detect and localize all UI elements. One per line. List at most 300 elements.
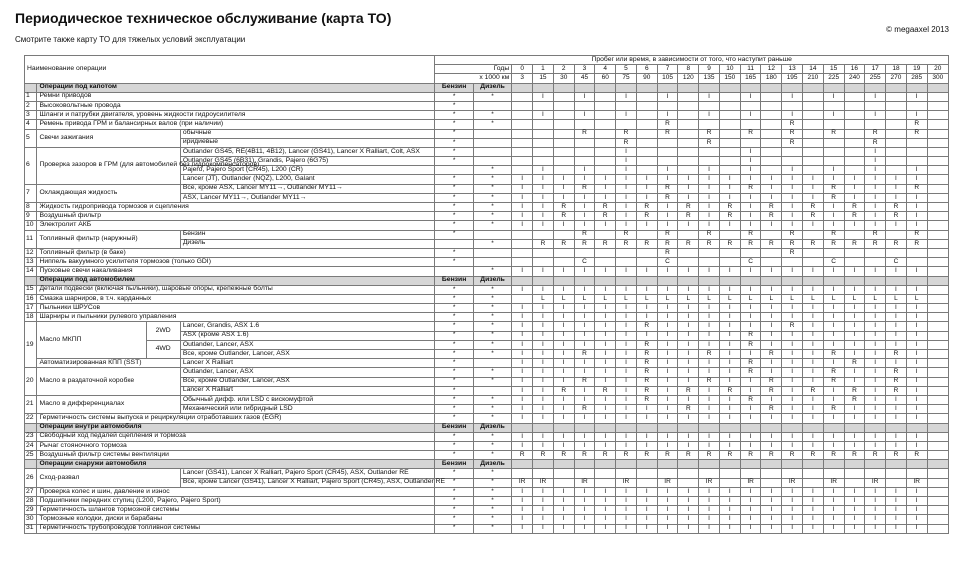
interval-cell [574, 120, 595, 129]
interval-cell: I [886, 193, 907, 202]
interval-cell [636, 120, 657, 129]
interval-cell: I [616, 386, 637, 395]
interval-cell: I [678, 175, 699, 184]
interval-cell: I [553, 395, 574, 404]
variant-label: Механический или гибридный LSD [180, 405, 435, 414]
interval-cell: I [595, 285, 616, 294]
fuel-cell: * [473, 221, 511, 230]
fuel-cell: * [435, 515, 473, 524]
operation-row [25, 524, 949, 533]
interval-cell: I [636, 221, 657, 230]
interval-cell: I [657, 212, 678, 221]
interval-cell [595, 101, 616, 110]
interval-cell: I [823, 414, 844, 423]
interval-cell: I [823, 395, 844, 404]
interval-cell [512, 120, 533, 129]
row-number: 11 [25, 230, 37, 248]
interval-cell [636, 248, 657, 257]
interval-cell [803, 248, 824, 257]
interval-cell [533, 138, 554, 147]
interval-cell: L [553, 294, 574, 303]
row-number: 5 [25, 129, 37, 147]
row-number: 31 [25, 524, 37, 533]
interval-cell: R [782, 129, 803, 138]
interval-cell: I [719, 267, 740, 276]
interval-cell: I [844, 340, 865, 349]
interval-cell: L [844, 294, 865, 303]
interval-cell: I [533, 386, 554, 395]
operation-label: Герметичность трубопроводов топливной системы [37, 524, 435, 533]
interval-cell: I [595, 184, 616, 193]
interval-cell: I [636, 267, 657, 276]
interval-cell: I [699, 331, 720, 340]
row-number: 23 [25, 432, 37, 441]
interval-cell: I [636, 285, 657, 294]
interval-cell: I [803, 524, 824, 533]
interval-cell: I [574, 221, 595, 230]
operation-label: Масло в дифференциалах [37, 395, 180, 413]
interval-cell: I [699, 184, 720, 193]
interval-cell: I [512, 340, 533, 349]
interval-cell [553, 92, 574, 101]
interval-cell [906, 101, 927, 110]
interval-cell: I [595, 193, 616, 202]
interval-cell: I [657, 414, 678, 423]
interval-cell [657, 101, 678, 110]
interval-cell [657, 138, 678, 147]
interval-cell: I [782, 212, 803, 221]
interval-cell: I [512, 414, 533, 423]
interval-cell: I [740, 285, 761, 294]
interval-cell: R [782, 120, 803, 129]
fuel-cell: * [473, 340, 511, 349]
interval-cell [719, 129, 740, 138]
interval-cell [844, 120, 865, 129]
interval-cell: I [782, 285, 803, 294]
interval-cell: I [699, 203, 720, 212]
interval-cell: I [761, 304, 782, 313]
interval-cell [906, 248, 927, 257]
interval-cell: I [533, 175, 554, 184]
year-cell: 14 [803, 65, 824, 74]
km-cell: 150 [719, 74, 740, 83]
interval-cell [927, 506, 948, 515]
fuel-cell: * [473, 377, 511, 386]
interval-cell [803, 101, 824, 110]
interval-cell: I [803, 515, 824, 524]
interval-cell [719, 138, 740, 147]
row-number: 10 [25, 221, 37, 230]
interval-cell [678, 92, 699, 101]
interval-cell: R [740, 451, 761, 460]
interval-cell [740, 101, 761, 110]
operation-label: Масло МКПП [37, 322, 146, 359]
interval-cell [553, 157, 574, 166]
interval-cell [886, 166, 907, 175]
interval-cell: R [906, 120, 927, 129]
interval-cell: I [678, 377, 699, 386]
interval-cell: L [740, 294, 761, 303]
interval-cell [636, 111, 657, 120]
interval-cell: R [844, 203, 865, 212]
interval-cell: I [782, 432, 803, 441]
interval-cell [699, 469, 720, 478]
interval-cell [636, 101, 657, 110]
interval-cell: R [678, 386, 699, 395]
interval-cell: R [553, 203, 574, 212]
interval-cell: I [533, 432, 554, 441]
interval-cell: I [636, 441, 657, 450]
fuel-cell: * [435, 368, 473, 377]
interval-cell [512, 294, 533, 303]
interval-cell: I [803, 331, 824, 340]
interval-cell [636, 138, 657, 147]
interval-cell: R [574, 129, 595, 138]
interval-cell: R [782, 248, 803, 257]
interval-cell: IR [865, 478, 886, 487]
interval-cell [844, 469, 865, 478]
interval-cell: I [865, 405, 886, 414]
interval-cell [553, 129, 574, 138]
heavy-conditions-link[interactable]: Смотрите также карту ТО для тяжелых условий эксплуатации [15, 35, 246, 44]
interval-cell [533, 469, 554, 478]
interval-cell: I [512, 359, 533, 368]
operation-row [25, 120, 949, 129]
interval-cell: I [595, 359, 616, 368]
interval-cell: I [636, 184, 657, 193]
interval-cell: I [616, 157, 637, 166]
interval-cell [906, 138, 927, 147]
interval-cell: R [803, 451, 824, 460]
interval-cell: I [657, 359, 678, 368]
km-cell: 45 [574, 74, 595, 83]
interval-cell: R [906, 129, 927, 138]
interval-cell: I [719, 515, 740, 524]
interval-cell: R [657, 248, 678, 257]
interval-cell: R [761, 377, 782, 386]
interval-cell [803, 166, 824, 175]
interval-cell: R [699, 239, 720, 248]
interval-cell [636, 147, 657, 156]
interval-cell: I [657, 441, 678, 450]
interval-cell: I [719, 506, 740, 515]
fuel-cell: * [473, 395, 511, 404]
interval-cell [865, 248, 886, 257]
fuel-cell: * [473, 487, 511, 496]
interval-cell: R [740, 129, 761, 138]
interval-cell: I [823, 386, 844, 395]
interval-cell: I [574, 267, 595, 276]
variant-label: Все, кроме Lancer (GS41), Lancer X Ralliart, Pajero Sport (CR45), ASX, Outlander RE [180, 478, 435, 487]
interval-cell: I [823, 166, 844, 175]
interval-cell: I [782, 203, 803, 212]
interval-cell [927, 414, 948, 423]
row-number: 24 [25, 441, 37, 450]
interval-cell: I [844, 175, 865, 184]
interval-cell [927, 313, 948, 322]
interval-cell: I [616, 395, 637, 404]
fuel-cell: * [473, 212, 511, 221]
year-cell: 15 [823, 65, 844, 74]
variant-label: Outlander, Lancer, ASX [180, 340, 435, 349]
period-header: Пробег или время, в зависимости от того, что наступит раньше [435, 56, 949, 65]
interval-cell [678, 138, 699, 147]
interval-cell: I [906, 166, 927, 175]
interval-cell [803, 478, 824, 487]
interval-cell: I [782, 441, 803, 450]
interval-cell: I [782, 350, 803, 359]
interval-cell: I [553, 175, 574, 184]
interval-cell: I [574, 285, 595, 294]
fuel-cell: * [435, 212, 473, 221]
fuel-cell: * [435, 451, 473, 460]
interval-cell: I [823, 432, 844, 441]
interval-cell [533, 248, 554, 257]
interval-cell: I [574, 304, 595, 313]
fuel-cell: * [473, 405, 511, 414]
km-cell: 255 [865, 74, 886, 83]
fuel-cell: * [473, 111, 511, 120]
interval-cell [636, 469, 657, 478]
interval-cell [678, 258, 699, 267]
interval-cell: R [636, 368, 657, 377]
year-cell: 18 [886, 65, 907, 74]
row-number: 30 [25, 515, 37, 524]
fuel-cell: * [473, 322, 511, 331]
interval-cell: I [657, 267, 678, 276]
interval-cell: R [574, 451, 595, 460]
interval-cell: R [636, 386, 657, 395]
interval-cell: R [906, 184, 927, 193]
interval-cell: I [865, 395, 886, 404]
fuel-cell: * [435, 497, 473, 506]
interval-cell: I [886, 359, 907, 368]
interval-cell [595, 469, 616, 478]
interval-cell: I [533, 359, 554, 368]
interval-cell: I [803, 175, 824, 184]
interval-cell: I [803, 506, 824, 515]
fuel-cell: * [473, 478, 511, 487]
fuel-cell [473, 157, 511, 166]
interval-cell: I [719, 304, 740, 313]
interval-cell: I [803, 395, 824, 404]
interval-cell: I [616, 322, 637, 331]
interval-cell [699, 120, 720, 129]
interval-cell: I [761, 497, 782, 506]
interval-cell [719, 111, 740, 120]
interval-cell: I [865, 304, 886, 313]
interval-cell [719, 157, 740, 166]
interval-cell [595, 157, 616, 166]
operation-label: Тормозные колодки, диски и барабаны [37, 515, 435, 524]
interval-cell: I [616, 203, 637, 212]
interval-cell: I [574, 340, 595, 349]
interval-cell: I [886, 340, 907, 349]
fuel-cell: * [435, 120, 473, 129]
interval-cell [886, 138, 907, 147]
interval-cell: I [574, 175, 595, 184]
interval-cell: I [678, 313, 699, 322]
interval-cell: R [823, 230, 844, 239]
interval-cell: I [574, 497, 595, 506]
interval-cell: I [823, 359, 844, 368]
interval-cell: I [886, 322, 907, 331]
interval-cell [553, 147, 574, 156]
interval-cell [533, 129, 554, 138]
interval-cell: I [699, 515, 720, 524]
interval-cell: I [865, 506, 886, 515]
interval-cell: I [699, 414, 720, 423]
row-number: 15 [25, 285, 37, 294]
interval-cell: R [844, 212, 865, 221]
interval-cell [678, 101, 699, 110]
interval-cell: I [512, 285, 533, 294]
interval-cell: R [636, 239, 657, 248]
interval-cell: I [574, 203, 595, 212]
interval-cell [844, 147, 865, 156]
interval-cell: C [574, 258, 595, 267]
drive-label: 2WD [146, 322, 180, 340]
fuel-cell [473, 258, 511, 267]
interval-cell [616, 120, 637, 129]
fuel-cell: * [435, 111, 473, 120]
interval-cell [553, 478, 574, 487]
interval-cell: I [595, 405, 616, 414]
operation-label: Сход-развал [37, 469, 180, 487]
fuel-cell: * [435, 414, 473, 423]
fuel-cell: * [473, 524, 511, 533]
interval-cell: I [533, 377, 554, 386]
fuel-cell [473, 230, 511, 239]
interval-cell: I [595, 304, 616, 313]
interval-cell: R [823, 350, 844, 359]
interval-cell: I [699, 175, 720, 184]
interval-cell: I [719, 193, 740, 202]
interval-cell [927, 166, 948, 175]
interval-cell: R [616, 239, 637, 248]
operation-row [25, 441, 949, 450]
interval-cell [886, 478, 907, 487]
interval-cell: I [636, 193, 657, 202]
interval-cell: I [657, 221, 678, 230]
interval-cell: I [553, 313, 574, 322]
interval-cell: IR [782, 478, 803, 487]
variant-label: Outlander, Lancer, ASX [180, 368, 435, 377]
interval-cell: I [782, 515, 803, 524]
interval-cell [553, 469, 574, 478]
interval-cell [512, 92, 533, 101]
interval-cell: I [699, 212, 720, 221]
interval-cell: I [533, 203, 554, 212]
interval-cell: I [865, 147, 886, 156]
interval-cell: I [782, 92, 803, 101]
interval-cell: I [803, 322, 824, 331]
operation-label: Воздушный фильтр системы вентиляции [37, 451, 435, 460]
interval-cell: I [844, 368, 865, 377]
interval-cell: R [823, 184, 844, 193]
interval-cell: I [865, 515, 886, 524]
interval-cell: I [823, 487, 844, 496]
operation-row [25, 230, 949, 239]
interval-cell: I [616, 524, 637, 533]
row-number: 19 [25, 322, 37, 368]
interval-cell [803, 258, 824, 267]
interval-cell: I [719, 350, 740, 359]
interval-cell: I [906, 322, 927, 331]
interval-cell: I [865, 157, 886, 166]
interval-cell: I [678, 184, 699, 193]
interval-cell: I [844, 304, 865, 313]
page-title: Периодическое техническое обслуживание (карта ТО) [15, 10, 392, 26]
interval-cell [761, 129, 782, 138]
interval-cell: I [803, 359, 824, 368]
fuel-cell: * [473, 175, 511, 184]
interval-cell [844, 157, 865, 166]
interval-cell [886, 120, 907, 129]
interval-cell [844, 138, 865, 147]
interval-cell: I [761, 359, 782, 368]
interval-cell: R [719, 451, 740, 460]
fuel-cell: * [435, 524, 473, 533]
interval-cell [512, 230, 533, 239]
interval-cell: IR [906, 478, 927, 487]
interval-cell: I [886, 405, 907, 414]
fuel-cell: * [473, 304, 511, 313]
interval-cell: I [761, 524, 782, 533]
interval-cell: R [636, 340, 657, 349]
interval-cell: I [865, 212, 886, 221]
interval-cell [595, 129, 616, 138]
interval-cell: I [678, 267, 699, 276]
interval-cell: I [865, 221, 886, 230]
interval-cell: I [512, 331, 533, 340]
interval-cell: R [886, 368, 907, 377]
interval-cell [699, 147, 720, 156]
interval-cell [553, 230, 574, 239]
operation-label: Герметичность шлангов тормозной системы [37, 506, 435, 515]
interval-cell [844, 478, 865, 487]
interval-cell: I [740, 166, 761, 175]
interval-cell: I [782, 377, 803, 386]
operation-row [25, 432, 949, 441]
variant-label: Outlander GS45 (6B31), Grandis, Pajero (6G75) [180, 157, 435, 166]
operation-row [25, 147, 949, 156]
interval-cell: I [553, 184, 574, 193]
interval-cell: I [533, 487, 554, 496]
interval-cell: I [865, 386, 886, 395]
interval-cell [740, 120, 761, 129]
fuel-cell [473, 129, 511, 138]
fuel-cell: * [473, 239, 511, 248]
interval-cell: I [533, 441, 554, 450]
interval-cell: I [678, 441, 699, 450]
interval-cell: I [886, 506, 907, 515]
interval-cell: IR [616, 478, 637, 487]
interval-cell [719, 469, 740, 478]
interval-cell [927, 203, 948, 212]
interval-cell [886, 157, 907, 166]
interval-cell [927, 368, 948, 377]
interval-cell: I [616, 515, 637, 524]
interval-cell: I [512, 304, 533, 313]
drive-label: 4WD [146, 340, 180, 358]
interval-cell [844, 129, 865, 138]
interval-cell: I [906, 92, 927, 101]
year-cell: 8 [678, 65, 699, 74]
interval-cell: I [512, 203, 533, 212]
interval-cell [927, 395, 948, 404]
interval-cell: R [740, 368, 761, 377]
